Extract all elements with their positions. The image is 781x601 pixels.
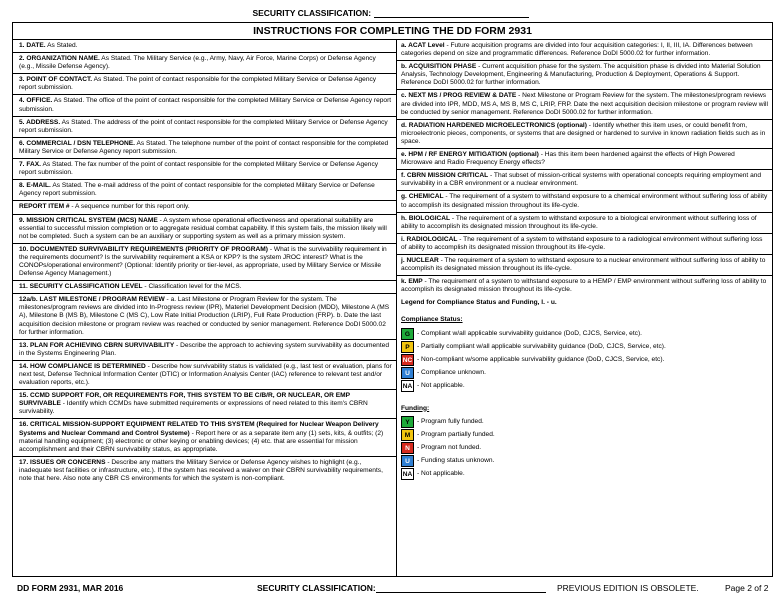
legend-row	[401, 341, 767, 354]
instruction-text: As Stated.	[45, 42, 78, 49]
instruction-text: As Stated. The Military Service (e.g., Army, Navy, Air Force, Marine Corps) or Defense Agency (e.g., Missile Defense Agency).	[19, 55, 376, 71]
instructions-frame	[12, 22, 773, 577]
form-title: INSTRUCTIONS FOR COMPLETING THE DD FORM 2931	[13, 23, 772, 40]
instruction-text: - The requirement of a system to withstand exposure to a nuclear environment without suffering loss of ability to accomplish its designated mission throughout its life-cycle.	[401, 256, 766, 273]
instruction-heading: 3. POINT OF CONTACT.	[19, 76, 93, 84]
instruction-item	[13, 281, 396, 294]
instruction-item	[13, 294, 396, 339]
instruction-heading: 17. ISSUES OR CONCERNS	[19, 458, 106, 466]
instruction-text: As Stated. The office of the point of contact responsible for the completed Military Service or Defense Agency report submission.	[19, 97, 392, 113]
legend-text: - Not applicable.	[417, 470, 465, 478]
instruction-heading: g. CHEMICAL	[401, 193, 444, 201]
instruction-text: - Future acquisition programs are divided into four acquisition categories: I, II, III, IA. Differences between categories depend on size and programmatic differences. Reference DoDI 5000.02 for further information.	[401, 42, 753, 58]
instruction-text: As Stated. The fax number of the point of contact responsible for the completed Military Service or Defense Agency report submission.	[19, 161, 379, 177]
form-number: DD FORM 2931, MAR 2016	[17, 583, 124, 593]
instruction-heading: h. BIOLOGICAL	[401, 214, 451, 222]
instruction-text: - Current acquisition phase for the system. The acquisition phase is divided into Material Solution Analysis, Technology Development, Engineering & Manufacturing, Production & Deployment, Operations & Support. Reference DoDI 5000.02 for further information.	[401, 63, 761, 87]
status-swatch: NA	[401, 380, 414, 392]
left-column	[13, 40, 397, 576]
instruction-item	[396, 191, 772, 212]
status-swatch: U	[401, 455, 414, 467]
instruction-heading: c. NEXT MS / PROG REVIEW & DATE	[401, 92, 517, 100]
instruction-heading: b. ACQUISITION PHASE	[401, 63, 477, 71]
instruction-item	[13, 117, 396, 138]
instruction-heading: 10. DOCUMENTED SURVIVABILITY REQUIREMENTS (PRIORITY OF PROGRAM)	[19, 245, 268, 253]
status-swatch: NA	[401, 468, 414, 480]
instruction-text: - a. Last Milestone or Program Review for the system. The milestones/program reviews are divided into In-Progress review (IPR), Materiel Development Decision (MDD), Milestone A (MS A), Milestone B (MS B), Milestone C (MS C), Low Rate Initial Production (LRIP), Full Rate Production (FRP). b. Date the last acquisition decision milestone or program review was reached or conducted by senior management. Reference DoDI 5000.02 for further information.	[19, 296, 390, 336]
instruction-heading: k. EMP	[401, 278, 423, 286]
instruction-heading: 14. HOW COMPLIANCE IS DETERMINED	[19, 362, 146, 370]
legend-text: - Compliance unknown.	[417, 368, 486, 376]
instruction-heading: i. RADIOLOGICAL	[401, 235, 458, 243]
instruction-text: As Stated. The address of the point of contact responsible for the completed Military Service or Defense Agency report submission.	[19, 118, 388, 134]
instruction-heading: 13. PLAN FOR ACHIEVING CBRN SURVIVABILITY	[19, 341, 175, 349]
status-swatch: NC	[401, 354, 414, 366]
instruction-item	[396, 170, 772, 191]
instruction-text: As Stated. The telephone number of the point of contact responsible for the completed Military Service or Defense Agency report submission.	[19, 139, 389, 155]
instruction-item	[13, 138, 396, 159]
instruction-item	[13, 215, 396, 244]
instruction-text: - The requirement of a system to withstand exposure to a radiological environment without suffering loss of ability to accomplish its designated mission throughout its life-cycle.	[401, 235, 763, 251]
legend-row	[401, 455, 767, 468]
instruction-text: As Stated. The e-mail address of the point of contact responsible for the completed Military Service or Defense Agency report submission.	[19, 182, 375, 198]
security-classification-label: SECURITY CLASSIFICATION:	[252, 8, 372, 18]
legend-text: - Compliant w/all applicable survivability guidance (DoD, CJCS, Service, etc).	[417, 329, 643, 337]
instruction-item	[13, 361, 396, 390]
instruction-item	[396, 120, 772, 149]
instruction-text: - What is the survivability requirement in the requirements document? Is the survivability requirement a KSA or KPP? Is the system JROC interest? What is the CONOPs/operational environment? (Optional: Identify priority or tier-level, as appropriate, used by Military Service or Missile Defense Agency Management.)	[19, 245, 387, 278]
funding-list	[401, 416, 767, 481]
security-classification-header	[0, 8, 781, 18]
legend-text: - Program not funded.	[417, 444, 482, 452]
instruction-heading: 1. DATE.	[19, 42, 46, 49]
legend-text: - Program fully funded.	[417, 418, 484, 426]
legend-text: - Non-compliant w/some applicable survivability guidance (DoD, CJCS, Service, etc).	[417, 355, 665, 363]
instruction-heading: 9. MISSION CRITICAL SYSTEM (MCS) NAME	[19, 216, 158, 224]
instruction-text: - The requirement of a system to withstand exposure to a HEMP / EMP environment without suffering loss of ability to accomplish its designated mission throughout its life-cycle.	[401, 278, 767, 294]
instruction-text: - That subset of mission-critical systems with operational concepts requiring employment and survivability in a CBR environment or a nuclear environment.	[401, 172, 762, 188]
instruction-heading: a. ACAT Level	[401, 42, 445, 49]
legend-row	[401, 367, 767, 380]
status-swatch: G	[401, 328, 414, 340]
legend-row	[401, 354, 767, 367]
instruction-item	[13, 74, 396, 95]
right-column	[396, 40, 772, 576]
footer-security-label: SECURITY CLASSIFICATION:	[257, 583, 376, 593]
instruction-heading: 7. FAX.	[19, 161, 41, 169]
instruction-heading: 2. ORGANIZATION NAME.	[19, 55, 100, 63]
legend-text: - Program partially funded.	[417, 431, 495, 439]
status-swatch: U	[401, 367, 414, 379]
previous-edition-note: PREVIOUS EDITION IS OBSOLETE.	[557, 583, 699, 593]
instruction-item	[396, 40, 772, 61]
legend	[396, 296, 772, 483]
legend-row	[401, 429, 767, 442]
compliance-title: Compliance Status:	[401, 316, 463, 324]
instruction-text: - The requirement of a system to withstand exposure to a biological environment without suffering loss of ability to accomplish its designated mission throughout its life-cycle.	[401, 214, 757, 230]
instruction-text: - A system whose operational effectiveness and operational suitability are essential to successful mission completion or to aggregate residual combat capability. If this system fails, the mission likely will not be completed. Such a system can be an auxiliary or supporting system as well as a primary mission system.	[19, 216, 387, 240]
legend-row	[401, 328, 767, 341]
instruction-text: - Next Milestone or Program Review for the system. The milestones/program reviews are divided into IPR, MDD, MS A, MS B, MS C, LRIP, FRP. Date the next acquisition decision milestone or program review will be conducted by senior management. Reference DoDI 5000.02 for further information.	[401, 92, 768, 116]
instruction-text: - Has this item been hardened against the effects of High Powered Microwave and Radio Frequency Energy effects?	[401, 151, 735, 167]
instruction-heading: 12a/b. LAST MILESTONE / PROGRAM REVIEW	[19, 296, 165, 304]
instruction-text: - Identify which CCMDs have submitted requirements or expressions of need related to this item's CBRN survivability.	[19, 400, 368, 416]
instruction-item	[13, 40, 396, 53]
instruction-item	[13, 180, 396, 201]
page-number: Page 2 of 2	[725, 583, 769, 593]
status-swatch: Y	[401, 416, 414, 428]
instruction-item	[396, 234, 772, 255]
legend-row	[401, 468, 767, 481]
legend-title	[401, 299, 767, 307]
instruction-heading: 6. COMMERCIAL / DSN TELEPHONE.	[19, 139, 136, 147]
legend-text: - Partially compliant w/all applicable survivability guidance (DoD, CJCS, Service, etc).	[417, 342, 666, 350]
footer-security	[257, 583, 546, 593]
legend-text: - Not applicable.	[417, 381, 465, 389]
instruction-heading: 11. SECURITY CLASSIFICATION LEVEL	[19, 283, 143, 291]
instruction-text: - Describe how survivability status is validated (e.g., last test or evaluation, plans for next test, Defense Technical Information Center (DTIC) or Information Analysis Center (IAC) reference to relevant test and/or evaluation reports, etc.).	[19, 362, 392, 387]
instruction-item	[396, 255, 772, 276]
instruction-heading: 4. OFFICE.	[19, 97, 53, 105]
legend-spacer	[401, 307, 767, 316]
funding-title: Funding:	[401, 404, 430, 412]
instruction-text: - Describe any matters the Military Service or Defense Agency wishes to highlight (e.g., inadequate test facilities or infrastructure, etc.). If the system has received a waiver on their CBRN survivability requirements, note that here. Also note any CBR CS environments for which the system is non-compliant.	[19, 458, 383, 483]
status-swatch: P	[401, 341, 414, 353]
instruction-item	[13, 53, 396, 74]
instruction-item	[13, 390, 396, 419]
instruction-text: - Describe the approach to achieving system survivability as documented in the Systems Engineering Plan.	[19, 341, 389, 357]
instruction-text: As Stated. The point of contact responsible for the completed Military Service or Defense Agency report submission.	[19, 76, 377, 92]
compliance-list	[401, 328, 767, 393]
legend-text: - Funding status unknown.	[417, 457, 495, 465]
instruction-text: - Report here or as a separate item any (1) sets, kits, & outfits; (2) material handling equipment; (3) electronic or other keying or enabling devices; (4) etc. that are essential for mission accomplishment and their CBRN survivability status, as appropriate.	[19, 429, 384, 453]
instruction-item	[396, 149, 772, 170]
legend-row	[401, 380, 767, 393]
security-classification-field[interactable]	[374, 9, 529, 18]
instruction-item	[13, 159, 396, 180]
instruction-heading: 8. E-MAIL.	[19, 182, 51, 190]
instruction-item	[396, 61, 772, 90]
instruction-heading: 5. ADDRESS.	[19, 118, 61, 126]
instruction-item	[13, 340, 396, 361]
legend-title-text: Legend for Compliance Status and Funding, l. - u.	[401, 299, 557, 307]
instruction-text: - Identify whether this item uses, or could benefit from, microelectronic pieces, components, or systems that are designed or hardened to survive in known radiation fields such as in space.	[401, 121, 766, 145]
instruction-item	[13, 201, 396, 214]
instruction-item	[396, 90, 772, 119]
legend-row	[401, 442, 767, 455]
instruction-text: - Classification level for the MCS.	[142, 283, 242, 291]
instruction-heading: 16. CRITICAL MISSION-SUPPORT EQUIPMENT RELATED TO THIS SYSTEM (Required for Nuclear Weapon Delivery Systems and Nuclear Command and Control Systeme)	[19, 421, 379, 437]
instruction-item	[13, 457, 396, 485]
footer-security-field[interactable]	[376, 584, 546, 593]
instruction-text: - The requirement of a system to withstand exposure to a chemical environment without suffering loss of ability to accomplish its designated mission throughout its life-cycle.	[401, 193, 768, 209]
legend-spacer	[401, 393, 767, 405]
status-swatch: N	[401, 442, 414, 454]
status-swatch: M	[401, 429, 414, 441]
right-items	[396, 40, 772, 296]
legend-row	[401, 416, 767, 429]
instruction-item	[13, 95, 396, 116]
instruction-item	[13, 244, 396, 281]
instruction-heading: f. CBRN MISSION CRITICAL	[401, 172, 489, 180]
instruction-item	[396, 276, 772, 296]
instruction-heading: j. NUCLEAR	[401, 256, 439, 264]
instruction-heading: REPORT ITEM #	[19, 203, 70, 211]
instruction-text: - A sequence number for this report only.	[69, 203, 190, 211]
instruction-heading: e. HPM / RF ENERGY MITIGATION (optional)	[401, 151, 539, 159]
instruction-heading: 15. CCMD SUPPORT FOR, OR REQUIREMENTS FOR, THIS SYSTEM TO BE C/B/R, OR NUCLEAR, OR EMP SURVIVABLE	[19, 392, 350, 408]
instruction-item	[13, 419, 396, 456]
footer	[0, 583, 781, 597]
instruction-item	[396, 213, 772, 234]
instruction-heading: d. RADIATION HARDENED MICROELECTRONICS (optional)	[401, 121, 587, 129]
